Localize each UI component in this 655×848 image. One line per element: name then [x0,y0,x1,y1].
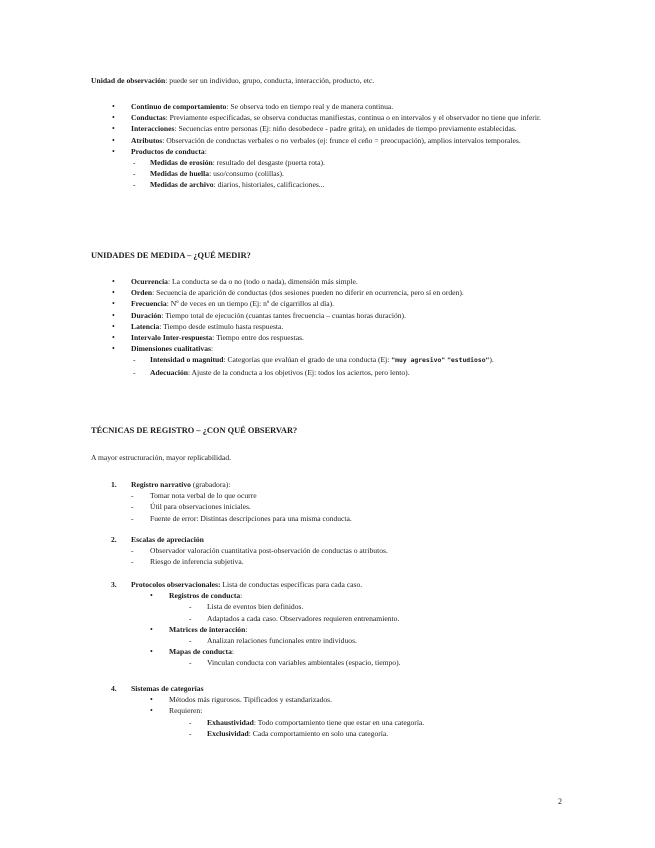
observation-unit-paragraph [0,75,655,86]
list-item: - Intensidad o magnitud: Categorías que evalúan el grado de una conducta (Ej: "muy agresivo" "estudioso"). [0,354,655,366]
list-item: • Productos de conducta: [0,146,655,157]
technique-categories: 4. Sistemas de categorías • Métodos más rigurosos. Tipificados y estandarizados. • Requieren: - Exhaustividad: Todo comportamiento tiene que estar en una categoría. - Exclusividad: Cada comportamiento en solo una categoría. [0,683,655,739]
list-item: • Intervalo Inter-respuesta: Tiempo entre dos respuestas. [0,332,655,343]
list-item: • Conductas: Previamente especificadas, se observa conductas manifiestas, continua o en intervalos y el observador no tiene que inferir. [0,112,655,123]
list-item: - Observador valoración cuantitativa post-observación de conductas o atributos. [0,545,655,556]
page-number: 2 [558,797,562,806]
list-item: • Duración: Tiempo total de ejecución (cuantas tantes frecuencia – cuantas horas duración). [0,310,655,321]
list-item: • Dimensiones cualitativas: [0,343,655,354]
list-item: • Matrices de interacción: [0,624,655,635]
list-item: - Vinculan conducta con variables ambientales (espacio, tiempo). [0,657,655,668]
list-item: • Métodos más rigurosos. Tipificados y estandarizados. [0,694,655,705]
list-item: • Interacciones: Secuencias entre personas (Ej: niño desobedece - padre grita), en unidades de tiempo previamente establecidas. [0,123,655,134]
observation-unit-label: Unidad de observación [91,76,166,85]
measure-list [0,276,655,378]
list-item: • Latencia: Tiempo desde estímulo hasta respuesta. [0,321,655,332]
list-item: • Frecuencia: Nº de veces en un tiempo (Ej: nº de cigarrillos al día). [0,298,655,309]
list-item: • Continuo de comportamiento: Se observa todo en tiempo real y de manera continua. [0,101,655,112]
list-item: - Adaptados a cada caso. Observadores requieren entrenamiento. [0,613,655,624]
list-item: - Adecuación: Ajuste de la conducta a los objetivos (Ej: todos los aciertos, pero lento). [0,367,655,378]
observation-types-list [0,101,655,191]
list-item: - Medidas de archivo: diarios, historiales, calificaciones... [0,179,655,190]
observation-unit-text: : puede ser un individuo, grupo, conducta, interacción, producto, etc. [165,76,375,85]
technique-narrative: 1. Registro narrativo (grabadora): - Tomar nota verbal de lo que ocurre - Útil para observaciones iniciales. - Fuente de error: Distintas descripciones para una misma conducta. [0,479,655,524]
list-item: - Exhaustividad: Todo comportamiento tiene que estar en una categoría. [0,717,655,728]
list-item: - Analizan relaciones funcionales entre individuos. [0,635,655,646]
technique-scales: 2. Escalas de apreciación - Observador valoración cuantitativa post-observación de conductas o atributos. - Riesgo de inferencia subjetiva. [0,534,655,568]
list-item: • Orden: Secuencia de aparición de conductas (dos sesiones pueden no diferir en ocurrencia, pero sí en orden). [0,287,655,298]
list-item: • Ocurrencia: La conducta se da o no (todo o nada), dimensión más simple. [0,276,655,287]
list-item: - Medidas de huella: uso/consumo (colillas). [0,168,655,179]
list-item: • Atributos: Observación de conductas verbales o no verbales (ej: frunce el ceño = preocupación), amplios intervalos temporales. [0,135,655,146]
list-item: - Riesgo de inferencia subjetiva. [0,556,655,567]
list-item: • Mapas de conducta: [0,646,655,657]
measure-heading: UNIDADES DE MEDIDA – ¿QUÉ MEDIR? [91,251,251,260]
list-item: - Medidas de erosión: resultado del desgaste (puerta rota). [0,157,655,168]
techniques-lead: A mayor estructuración, mayor replicabilidad. [91,453,232,462]
list-item: - Lista de eventos bien definidos. [0,601,655,612]
list-item: • Registros de conducta: [0,590,655,601]
list-item: - Útil para observaciones iniciales. [0,501,655,512]
technique-protocols: 3. Protocolos observacionales: Lista de conductas específicas para cada caso. • Registros de conducta: - Lista de eventos bien definidos. - Adaptados a cada caso. Observadores requieren entrenamiento. • Matrices de interacción: - Analizan relaciones funcionales entre individuos. • Mapas de conducta: - Vinculan conducta con variables ambientales (espacio, tiempo). [0,579,655,669]
list-item: • Requieren: [0,705,655,716]
techniques-heading: TÉCNICAS DE REGISTRO – ¿CON QUÉ OBSERVAR? [91,426,298,435]
list-item: - Tomar nota verbal de lo que ocurre [0,490,655,501]
list-item: - Exclusividad: Cada comportamiento en solo una categoría. [0,728,655,739]
list-item: - Fuente de error: Distintas descripciones para una misma conducta. [0,513,655,524]
